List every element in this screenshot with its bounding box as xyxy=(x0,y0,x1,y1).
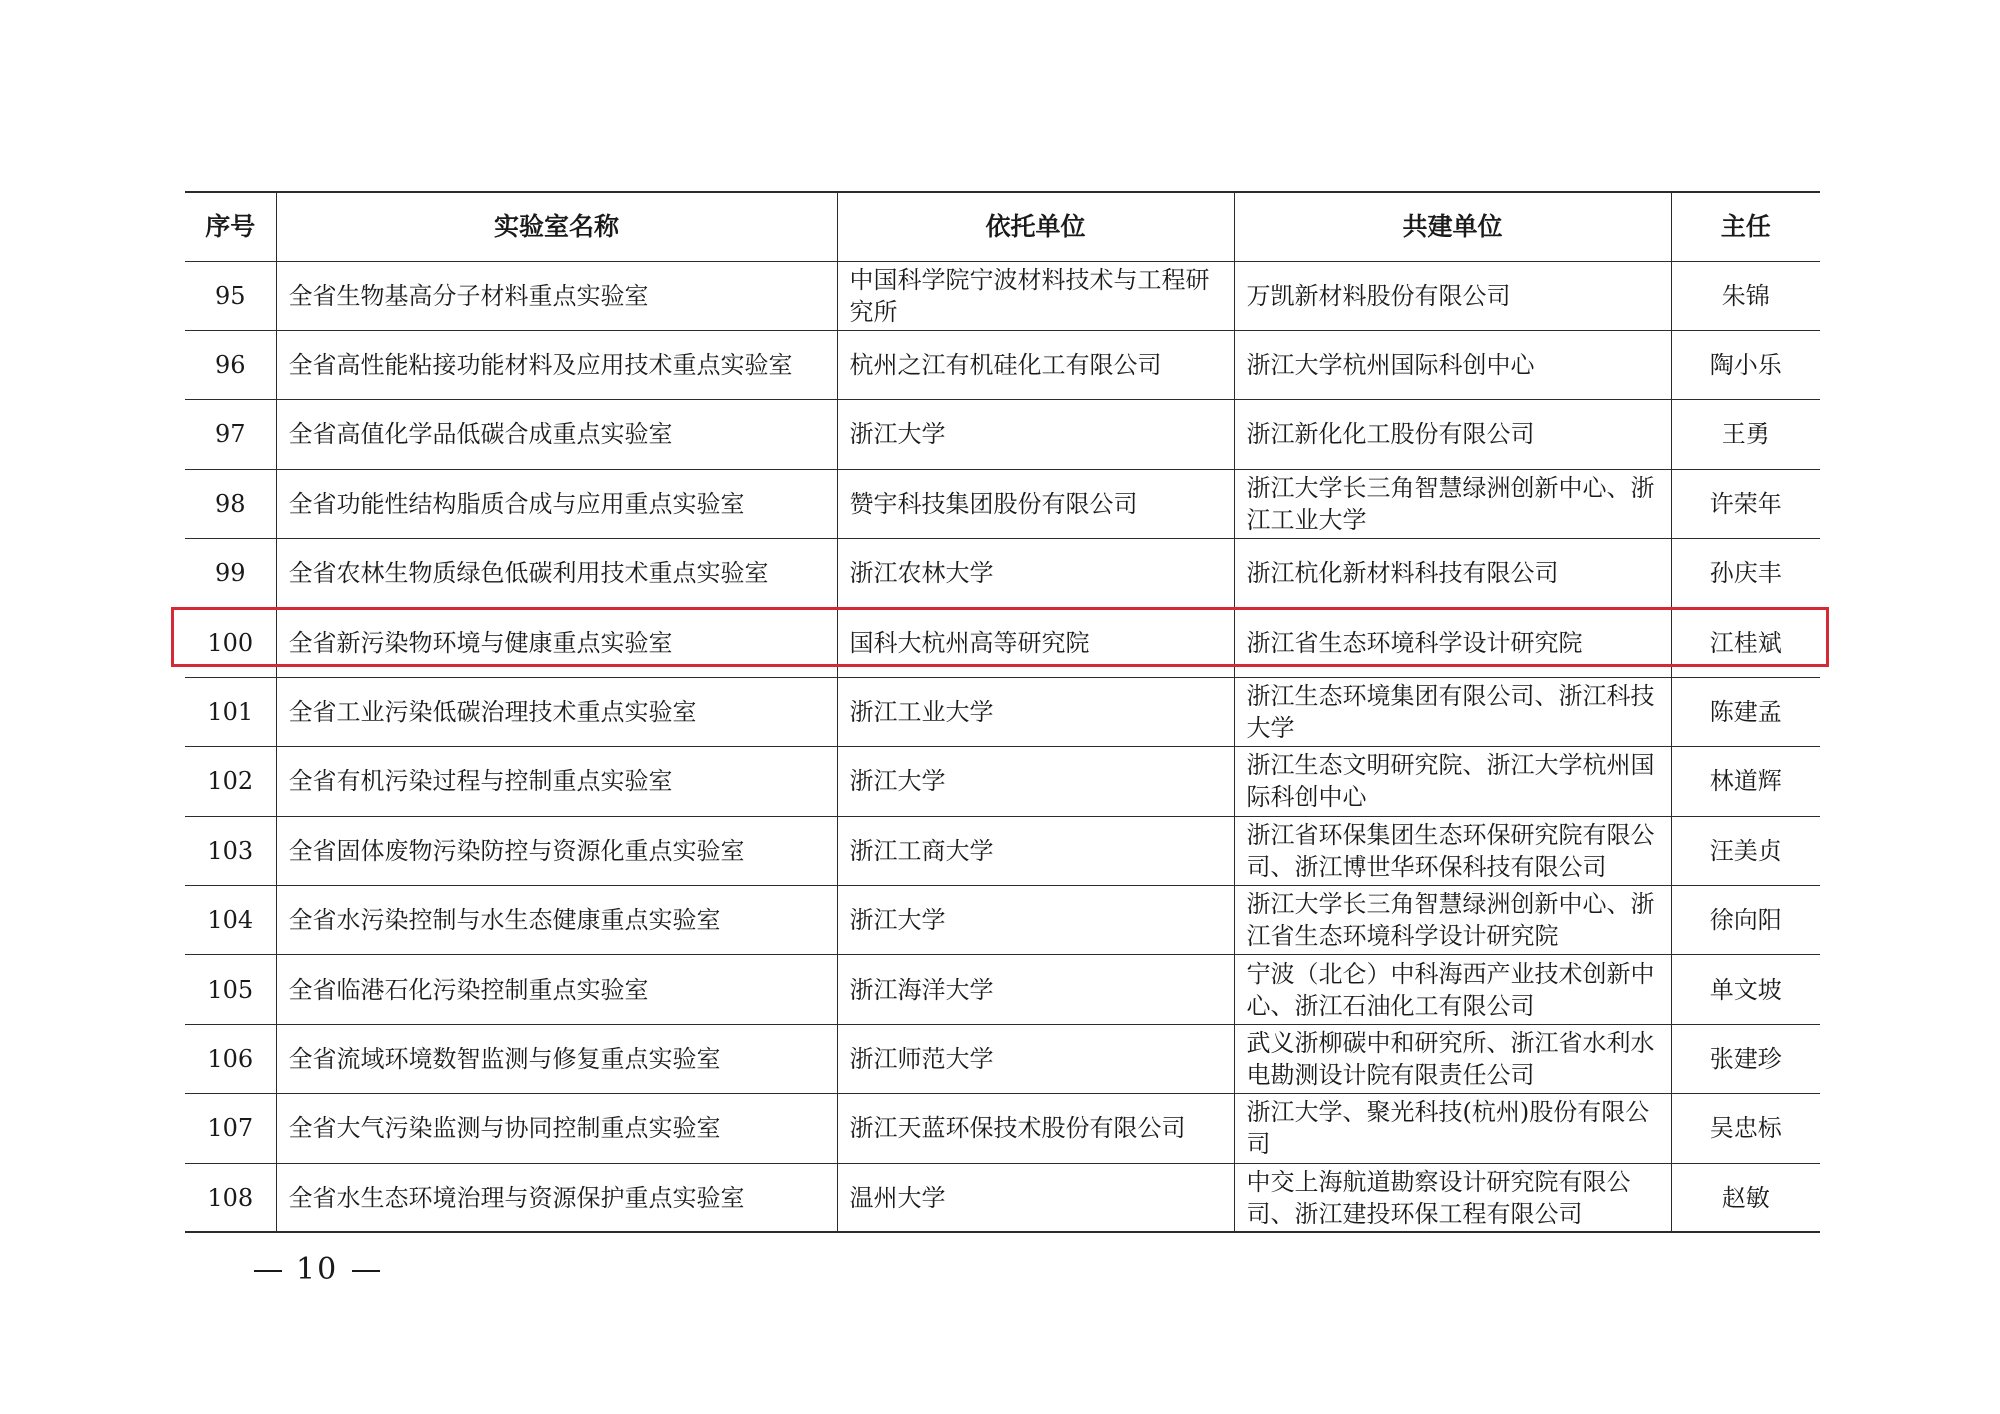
cell-co-builder: 中交上海航道勘察设计研究院有限公司、浙江建投环保工程有限公司 xyxy=(1234,1163,1671,1232)
header-co-builder: 共建单位 xyxy=(1234,192,1671,261)
key-laboratory-table xyxy=(185,191,1820,1233)
cell-no: 96 xyxy=(185,330,276,399)
cell-lab-name: 全省新污染物环境与健康重点实验室 xyxy=(276,608,837,677)
cell-lab-name: 全省有机污染过程与控制重点实验室 xyxy=(276,747,837,816)
page-number: 10 xyxy=(296,1252,339,1287)
cell-no: 102 xyxy=(185,747,276,816)
cell-no: 105 xyxy=(185,955,276,1024)
cell-director: 林道辉 xyxy=(1671,747,1820,816)
table-header-row xyxy=(185,192,1820,261)
cell-host-unit: 浙江海洋大学 xyxy=(837,955,1234,1024)
cell-co-builder: 浙江大学长三角智慧绿洲创新中心、浙江工业大学 xyxy=(1234,469,1671,538)
table-row xyxy=(185,747,1820,816)
cell-co-builder: 万凯新材料股份有限公司 xyxy=(1234,261,1671,330)
cell-no: 100 xyxy=(185,608,276,677)
cell-no: 99 xyxy=(185,539,276,608)
cell-co-builder: 浙江杭化新材料科技有限公司 xyxy=(1234,539,1671,608)
page-footer xyxy=(240,1252,394,1287)
cell-host-unit: 浙江师范大学 xyxy=(837,1024,1234,1093)
cell-lab-name: 全省功能性结构脂质合成与应用重点实验室 xyxy=(276,469,837,538)
cell-no: 108 xyxy=(185,1163,276,1232)
cell-co-builder: 浙江大学长三角智慧绿洲创新中心、浙江省生态环境科学设计研究院 xyxy=(1234,886,1671,955)
cell-director: 江桂斌 xyxy=(1671,608,1820,677)
table-row xyxy=(185,1024,1820,1093)
table-row xyxy=(185,677,1820,746)
cell-lab-name: 全省高性能粘接功能材料及应用技术重点实验室 xyxy=(276,330,837,399)
table-row xyxy=(185,330,1820,399)
table-row xyxy=(185,400,1820,469)
cell-lab-name: 全省流域环境数智监测与修复重点实验室 xyxy=(276,1024,837,1093)
cell-co-builder: 浙江省环保集团生态环保研究院有限公司、浙江博世华环保科技有限公司 xyxy=(1234,816,1671,885)
header-host-unit: 依托单位 xyxy=(837,192,1234,261)
cell-no: 104 xyxy=(185,886,276,955)
table-row xyxy=(185,816,1820,885)
cell-director: 朱锦 xyxy=(1671,261,1820,330)
cell-host-unit: 浙江工商大学 xyxy=(837,816,1234,885)
cell-director: 单文坡 xyxy=(1671,955,1820,1024)
cell-lab-name: 全省农林生物质绿色低碳利用技术重点实验室 xyxy=(276,539,837,608)
cell-director: 赵敏 xyxy=(1671,1163,1820,1232)
cell-host-unit: 赞宇科技集团股份有限公司 xyxy=(837,469,1234,538)
cell-no: 103 xyxy=(185,816,276,885)
cell-co-builder: 浙江新化化工股份有限公司 xyxy=(1234,400,1671,469)
dash-right xyxy=(352,1270,380,1272)
cell-host-unit: 国科大杭州高等研究院 xyxy=(837,608,1234,677)
cell-host-unit: 温州大学 xyxy=(837,1163,1234,1232)
table-row xyxy=(185,1094,1820,1163)
cell-no: 95 xyxy=(185,261,276,330)
cell-lab-name: 全省临港石化污染控制重点实验室 xyxy=(276,955,837,1024)
cell-director: 张建珍 xyxy=(1671,1024,1820,1093)
cell-lab-name: 全省工业污染低碳治理技术重点实验室 xyxy=(276,677,837,746)
cell-director: 徐向阳 xyxy=(1671,886,1820,955)
cell-director: 王勇 xyxy=(1671,400,1820,469)
cell-director: 汪美贞 xyxy=(1671,816,1820,885)
cell-host-unit: 浙江天蓝环保技术股份有限公司 xyxy=(837,1094,1234,1163)
cell-host-unit: 浙江大学 xyxy=(837,400,1234,469)
cell-lab-name: 全省水污染控制与水生态健康重点实验室 xyxy=(276,886,837,955)
table-row xyxy=(185,886,1820,955)
cell-director: 吴忠标 xyxy=(1671,1094,1820,1163)
cell-no: 97 xyxy=(185,400,276,469)
cell-co-builder: 浙江生态文明研究院、浙江大学杭州国际科创中心 xyxy=(1234,747,1671,816)
header-no: 序号 xyxy=(185,192,276,261)
cell-director: 陶小乐 xyxy=(1671,330,1820,399)
cell-host-unit: 杭州之江有机硅化工有限公司 xyxy=(837,330,1234,399)
cell-host-unit: 浙江大学 xyxy=(837,747,1234,816)
cell-no: 98 xyxy=(185,469,276,538)
cell-no: 107 xyxy=(185,1094,276,1163)
cell-co-builder: 浙江生态环境集团有限公司、浙江科技大学 xyxy=(1234,677,1671,746)
cell-host-unit: 浙江大学 xyxy=(837,886,1234,955)
table-row xyxy=(185,1163,1820,1232)
header-lab-name: 实验室名称 xyxy=(276,192,837,261)
table-row xyxy=(185,261,1820,330)
table-row xyxy=(185,469,1820,538)
cell-co-builder: 武义浙柳碳中和研究所、浙江省水利水电勘测设计院有限责任公司 xyxy=(1234,1024,1671,1093)
cell-co-builder: 浙江大学、聚光科技(杭州)股份有限公司 xyxy=(1234,1094,1671,1163)
cell-lab-name: 全省固体废物污染防控与资源化重点实验室 xyxy=(276,816,837,885)
cell-director: 孙庆丰 xyxy=(1671,539,1820,608)
cell-director: 许荣年 xyxy=(1671,469,1820,538)
cell-co-builder: 宁波（北仑）中科海西产业技术创新中心、浙江石油化工有限公司 xyxy=(1234,955,1671,1024)
cell-no: 101 xyxy=(185,677,276,746)
cell-host-unit: 中国科学院宁波材料技术与工程研究所 xyxy=(837,261,1234,330)
cell-co-builder: 浙江大学杭州国际科创中心 xyxy=(1234,330,1671,399)
cell-host-unit: 浙江工业大学 xyxy=(837,677,1234,746)
cell-no: 106 xyxy=(185,1024,276,1093)
cell-lab-name: 全省高值化学品低碳合成重点实验室 xyxy=(276,400,837,469)
dash-left xyxy=(254,1270,282,1272)
cell-lab-name: 全省生物基高分子材料重点实验室 xyxy=(276,261,837,330)
cell-director: 陈建孟 xyxy=(1671,677,1820,746)
header-director: 主任 xyxy=(1671,192,1820,261)
cell-co-builder: 浙江省生态环境科学设计研究院 xyxy=(1234,608,1671,677)
table-row xyxy=(185,539,1820,608)
cell-lab-name: 全省水生态环境治理与资源保护重点实验室 xyxy=(276,1163,837,1232)
table-row-highlighted xyxy=(185,608,1820,677)
cell-lab-name: 全省大气污染监测与协同控制重点实验室 xyxy=(276,1094,837,1163)
cell-host-unit: 浙江农林大学 xyxy=(837,539,1234,608)
table-row xyxy=(185,955,1820,1024)
